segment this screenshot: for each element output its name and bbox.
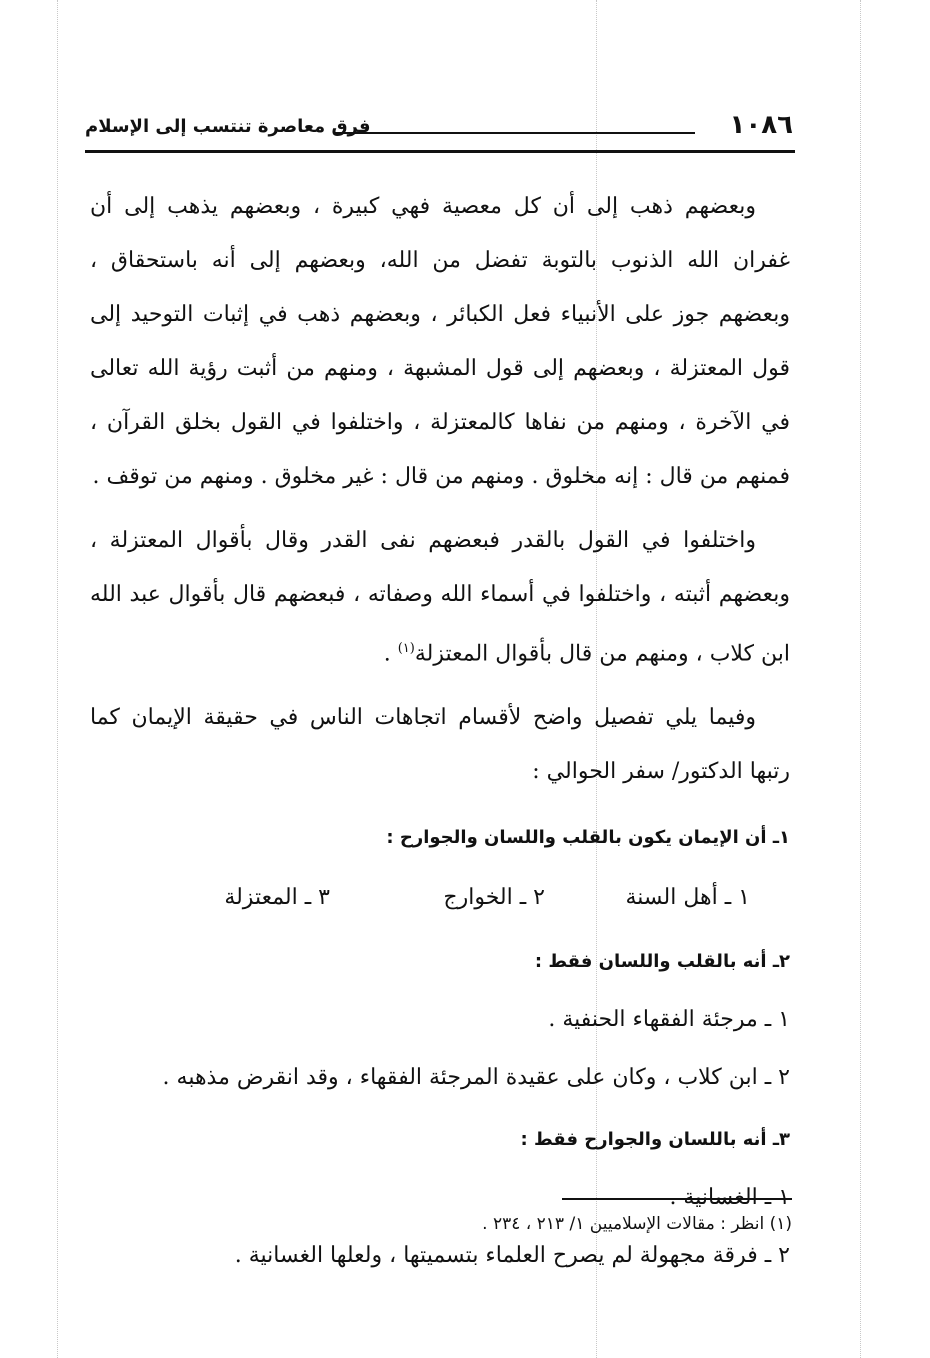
list-item: ١ ـ أهل السنة xyxy=(625,885,750,911)
paragraph-1: وبعضهم ذهب إلى أن كل معصية فهي كبيرة ، وبعضهم يذهب إلى أن غفران الله الذنوب بالتوبة تفضل من الله، وبعضهم إلى أنه باستحقاق ، وبعضهم جوز على الأنبياء فعل الكبائر ، وبعضهم ذهب في إثبات التوحيد إلى قول المعتزلة ، وبعضهم إلى قول المشبهة ، ومنهم من أثبت رؤية الله تعالى في الآخرة ، ومنهم من نفاها كالمعتزلة ، واختلفوا في القول بخلق القرآن ، فمنهم من قال : إنه مخلوق . ومنهم من قال : غير مخلوق . ومنهم من توقف . xyxy=(90,194,790,489)
scan-artifact-line xyxy=(860,0,861,1358)
list-item: ٢ ـ فرقة مجهولة لم يصرح العلماء بتسميتها ، ولعلها الغسانية . xyxy=(234,1243,790,1269)
footnote: (١) انظر : مقالات الإسلاميين ١/ ٢١٣ ، ٢٣٤ . xyxy=(482,1214,792,1234)
paragraph-2-end: . xyxy=(383,641,398,667)
main-text xyxy=(90,180,790,1285)
footnote-separator xyxy=(562,1198,792,1200)
list-item: ١ ـ مرجئة الفقهاء الحنفية . xyxy=(548,1007,790,1033)
section-1-heading: ١ـ أن الإيمان يكون بالقلب واللسان والجوارح : xyxy=(386,827,790,849)
list-item: ٣ ـ المعتزلة xyxy=(224,885,330,911)
paragraph-2 xyxy=(90,514,790,681)
list-item: ٢ ـ الخوارج xyxy=(443,885,545,911)
paragraph-2-text: واختلفوا في القول بالقدر فبعضهم نفى القدر وقال بأقوال المعتزلة ، وبعضهم أثبته ، واختلفوا في أسماء الله وصفاته ، فبعضهم قال بأقوال عبد الله ابن كلاب ، ومنهم من قال بأقوال المعتزلة xyxy=(90,528,790,667)
section-1-items xyxy=(90,867,790,929)
header-rule xyxy=(85,150,795,153)
list-item: ١ ـ الغسانية . xyxy=(669,1185,790,1211)
paragraph-3: وفيما يلي تفصيل واضح لأقسام اتجاهات الناس في حقيقة الإيمان كما رتبها الدكتور/ سفر الحوالي : xyxy=(90,705,790,785)
running-header xyxy=(85,110,795,150)
section-3-heading: ٣ـ أنه باللسان والجوارح فقط : xyxy=(520,1129,790,1151)
header-dash xyxy=(335,132,695,134)
footnote-mark[interactable]: (١) xyxy=(397,641,415,656)
page-number: ١٠٨٦ xyxy=(729,110,793,140)
running-title: فرق معاصرة تنتسب إلى الإسلام xyxy=(85,116,371,137)
scan-artifact-line xyxy=(57,0,58,1358)
list-item: ٢ ـ ابن كلاب ، وكان على عقيدة المرجئة الفقهاء ، وقد انقرض مذهبه . xyxy=(162,1065,790,1091)
section-2-heading: ٢ـ أنه بالقلب واللسان فقط : xyxy=(534,951,790,973)
